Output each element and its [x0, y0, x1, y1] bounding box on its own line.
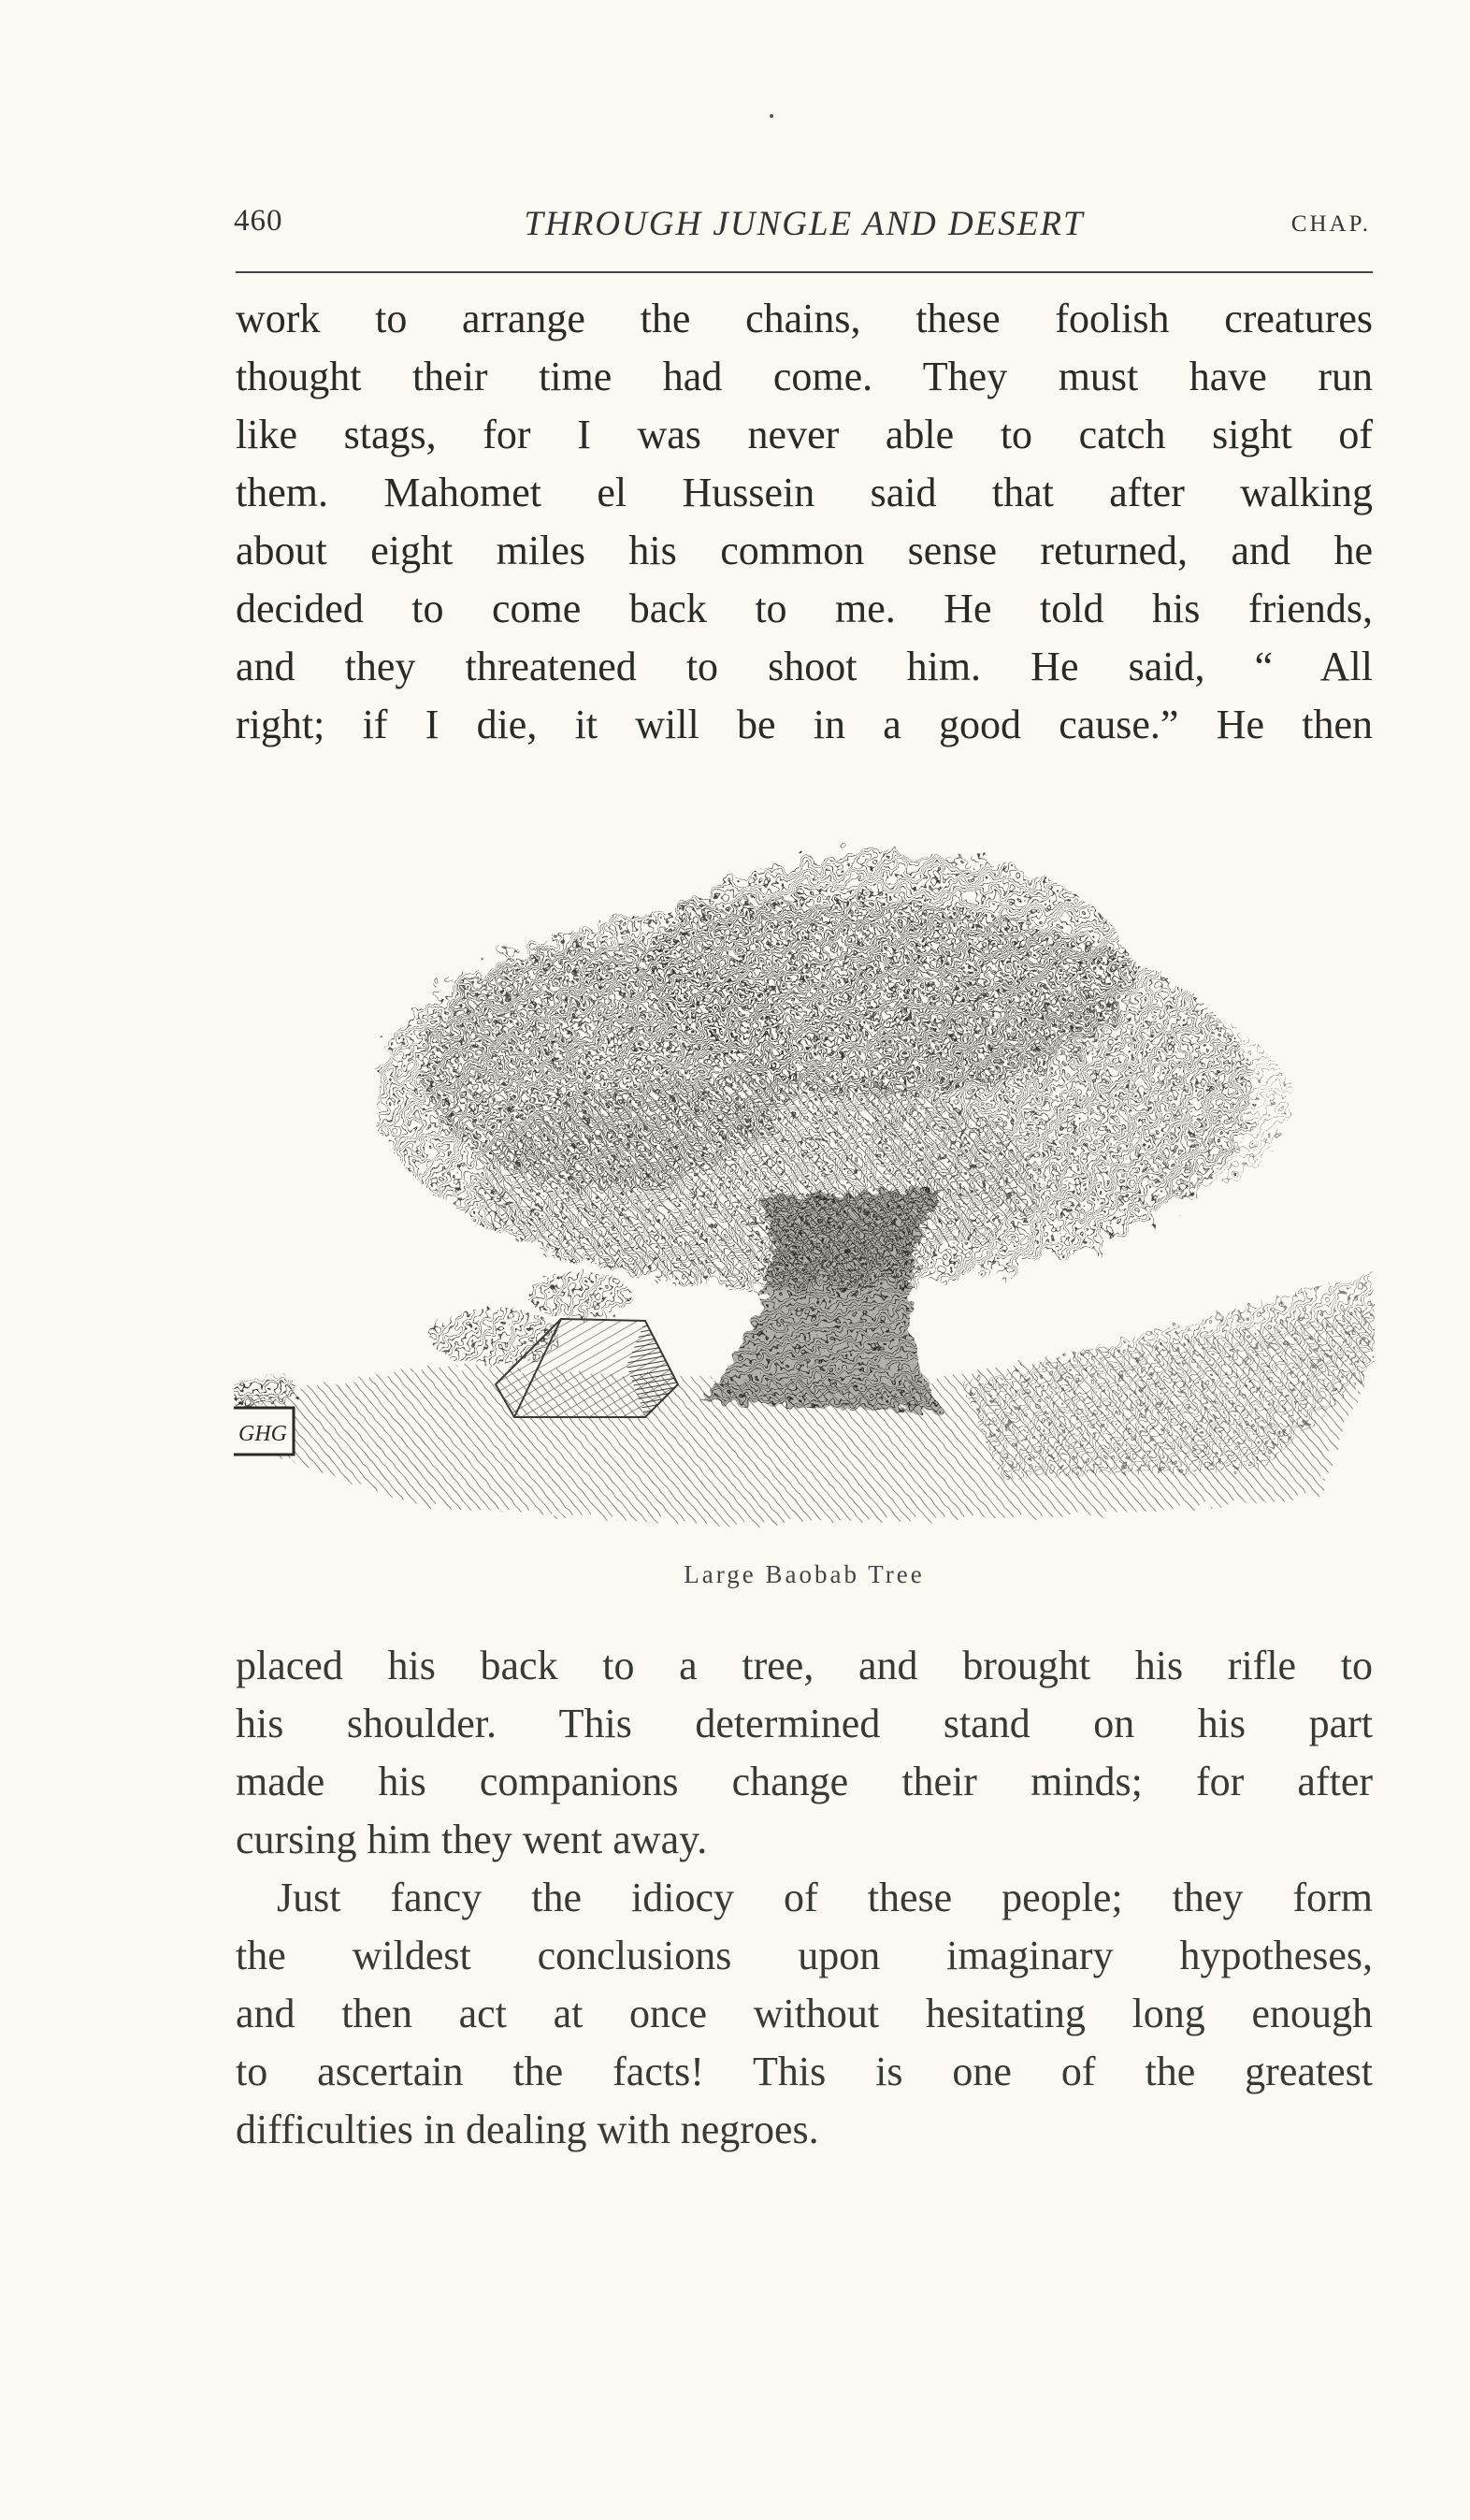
text-line: difficulties in dealing with negroes. — [236, 2107, 819, 2152]
text-line: them. Mahomet el Hussein said that after walking — [236, 470, 1373, 515]
running-title: THROUGH JUNGLE AND DESERT — [524, 205, 1085, 243]
text-line: thought their time had come. They must have run — [236, 354, 1373, 399]
text-line: like stags, for I was never able to catch sight of — [236, 412, 1373, 457]
page-header — [234, 204, 1375, 247]
chapter-label: CHAP. — [1290, 211, 1371, 237]
text-line: placed his back to a tree, and brought his rifle to — [236, 1643, 1373, 1688]
text-line: the wildest conclusions upon imaginary hypotheses, — [236, 1933, 1373, 1978]
text-line: work to arrange the chains, these foolish creatures — [236, 296, 1373, 341]
page-number: 460 — [234, 204, 283, 238]
text-line: made his companions change their minds; for after — [236, 1759, 1373, 1804]
text-line: and they threatened to shoot him. He said, “ All — [236, 644, 1373, 689]
text-line: his shoulder. This determined stand on his part — [236, 1701, 1373, 1746]
paragraph-3 — [236, 1869, 1373, 2159]
illustration-caption: Large Baobab Tree — [684, 1560, 925, 1588]
text-line: about eight miles his common sense returned, and he — [236, 528, 1373, 573]
text-line: to ascertain the facts! This is one of the greatest — [236, 2049, 1373, 2094]
text-line: Just fancy the idiocy of these people; they form — [277, 1875, 1373, 1920]
monogram-icon — [234, 1408, 294, 1455]
text-line: decided to come back to me. He told his friends, — [236, 586, 1373, 631]
print-mark — [770, 114, 773, 118]
header-rule — [236, 271, 1373, 273]
text-line: cursing him they went away. — [236, 1817, 708, 1862]
baobab-tree-illustration — [234, 786, 1375, 1553]
text-line: right; if I die, it will be in a good cause.” He then — [236, 702, 1373, 747]
paragraph-2 — [236, 1637, 1373, 1869]
paragraph-1 — [236, 290, 1373, 754]
monogram-text: GHG — [238, 1422, 287, 1446]
text-line: and then act at once without hesitating long enough — [236, 1991, 1373, 2036]
